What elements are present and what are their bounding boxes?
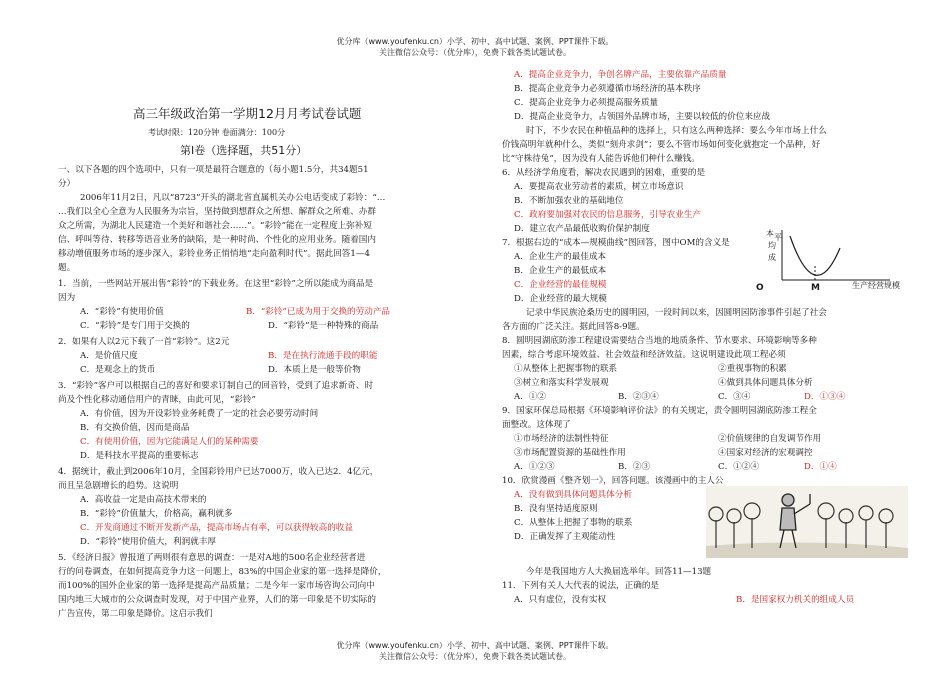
passage-line: 今年是我国地方人大换届选举年。回答11—13题 <box>526 567 712 577</box>
q3-option-a: A．有价值，因为开设彩铃业务耗费了一定的社会必要劳动时间 <box>80 409 319 419</box>
q1-option-b: B．“彩铃”已成为用于交换的劳动产品 <box>246 307 391 317</box>
question-11: 11．下列有关人大代表的说法，正确的是 <box>502 581 660 591</box>
q8-statement-4: ④做到具体问题具体分析 <box>718 378 813 388</box>
q2-option-a: A．是价值尺度 <box>80 351 138 361</box>
q8-option-b: B．②③④ <box>618 392 659 402</box>
cartoon-illustration <box>706 486 908 558</box>
question-9: 9．国家环保总局根据《环境影响评价法》的有关规定，责令圆明园湖底防渗工程全 <box>502 406 817 416</box>
q2-option-d: D．本质上是一般等价物 <box>268 365 361 375</box>
q4-option-a: A．高收益一定是由高技术带来的 <box>80 495 207 505</box>
question-5: 广告宣传，第二印象是降价。这启示我们 <box>58 609 213 619</box>
u-shaped-cost-curve <box>790 236 840 275</box>
question-5: 5．《经济日报》曾报道了两则很有意思的调查：一是对A地的500名企业经营者进 <box>58 553 366 563</box>
passage-line: 题。 <box>58 263 76 273</box>
question-4: 而且呈急剧增长的趋势。这说明 <box>58 481 179 491</box>
q6-option-d: D．建立农产品最低收购价保护制度 <box>514 224 650 234</box>
q8-statement-1: ①从整体上把握事物的联系 <box>514 364 618 374</box>
question-8: 8．圆明园湖底防渗工程建设需要结合当地的地质条件、节水要求、环境影响等多种 <box>502 336 817 346</box>
instruction-line: 一、以下各题的四个选项中，只有一项是最符合题意的（每小题1.5分，共34题51 <box>58 165 369 175</box>
page-header <box>0 36 950 58</box>
instruction-line: 分） <box>58 179 76 189</box>
q8-statement-2: ②重视事物的积累 <box>718 364 787 374</box>
q8-statement-3: ③树立和落实科学发展观 <box>514 378 609 388</box>
passage-line: 2006年11月2日，凡以“8723”开头的湖北省直属机关办公电话变成了彩铃：“… <box>80 193 386 203</box>
q5-option-b: B．提高企业竞争力必须遵循市场经济的基本秩序 <box>514 84 701 94</box>
passage-line: 众之所需，为湖北人民建造一个美好和谐社会……”。“彩铃”能在一定程度上弥补短 <box>58 221 372 231</box>
passage-line: 价钱高明年就种什么，类似“刻舟求剑”；要么不管市场如何变化就抱定一个品种，好 <box>502 140 821 150</box>
q9-option-a: A．①②③ <box>514 462 555 472</box>
q6-option-c: C．政府要加强对农民的信息服务，引导农业生产 <box>514 210 702 220</box>
q4-option-d: D．“彩铃”使用价值大，利润就丰厚 <box>80 537 216 547</box>
question-2: 2．如果有人以2元下载了一首“彩铃”。这2元 <box>58 337 230 347</box>
q7-option-c: C．企业经营的最佳规模 <box>514 280 607 290</box>
q3-option-d: D．是科技水平提高的重要标志 <box>80 451 199 461</box>
question-10: 10．欣赏漫画《整齐划一》，回答问题。该漫画中的主人公 <box>502 476 724 486</box>
question-8: 因素，综合考虑环境效益、社会效益和经济效益。这说明建设此项工程必须 <box>502 350 786 360</box>
passage-line: …我们以全心全意为人民服务为宗旨，坚持做到想群众之所想、解群众之所难、办群 <box>58 207 376 217</box>
passage-line: 记录中华民族沧桑历史的圆明园，一段时间以来，因圆明园防渗事件引起了社会 <box>526 308 827 318</box>
q11-option-a: A．只有虚位，没有实权 <box>514 595 607 605</box>
footer-line-2: 关注微信公众号：（优分库），免费下载各类试题试卷。 <box>379 652 571 661</box>
q9-statement-1: ①市场经济的法制性特征 <box>514 434 609 444</box>
y-axis-label-char: 成 <box>768 253 776 262</box>
q3-option-b: B．有交换价值，因而是商品 <box>80 423 190 433</box>
q1-option-a: A．“彩铃”有使用价值 <box>80 307 164 317</box>
m-point-label: M <box>811 283 820 293</box>
header-line-2: 关注微信公众号：（优分库），免费下载各类试题试卷。 <box>379 48 571 57</box>
q2-option-b: B．是在执行流通手段的职能 <box>268 351 378 361</box>
question-1: 1．当前，一些网站开展出售“彩铃”的下载业务。在这里“彩铃”之所以能成为商品是 <box>58 279 374 289</box>
q8-option-d: D．①③④ <box>804 392 846 402</box>
passage-line: 信、呼叫等待、转移等语音业务的缺陷，是一种时尚、个性化的应用业务。随着国内 <box>58 235 376 245</box>
q7-option-d: D．企业经营的最大规模 <box>514 294 607 304</box>
q9-option-b: B．②③ <box>618 462 651 472</box>
q6-option-a: A．要提高农业劳动者的素质，树立市场意识 <box>514 182 684 192</box>
q3-option-c: C．有使用价值，因为它能满足人们的某种需要 <box>80 437 259 447</box>
question-5: 而100%的国外企业家的第一选择是提高产品质量；二是今年一家市场咨询公司向中 <box>58 581 375 591</box>
question-5: 行的问卷调查，在如何提高竞争力这一问题上，83%的中国企业家的第一选择是降价， <box>58 567 387 577</box>
x-axis-label: 生产经营规模 <box>852 281 900 290</box>
passage-line: 时下，不少农民在种植品种的选择上，只有这么两种选择：要么今年市场上什么 <box>526 126 827 136</box>
question-3: 尚及个性化移动通信用户的青睐，由此可见，“彩铃” <box>58 395 256 405</box>
q10-option-d: D．正确发挥了主观能动性 <box>514 532 616 542</box>
q1-option-c: C．“彩铃”是专门用于交换的 <box>80 321 190 331</box>
header-line-1: 优分库（www.youfenku.cn）小学、初中、高中试题、案例、PPT课件下载。 <box>336 37 614 46</box>
q8-option-a: A．①② <box>514 392 546 402</box>
exam-meta: 考试时限：120分钟 卷面满分：100分 <box>148 128 286 137</box>
question-5: 国内地三大城市的公众调查时发现，对于中国产业界，人们的第一印象是不切实际的 <box>58 595 376 605</box>
question-7: 7．根据右边的“成本—规模曲线”图回答，图中OM的含义是 <box>502 238 730 248</box>
page-footer <box>0 640 950 662</box>
exam-title: 高三年级政治第一学期12月月考试卷试题 <box>133 106 362 121</box>
y-axis-label <box>766 228 782 262</box>
q7-option-b: B．企业生产的最低成本 <box>514 266 607 276</box>
passage-line: 各方面的广泛关注。据此回答8-9题。 <box>502 322 645 332</box>
q1-option-d: D．“彩铃”是一种特殊的商品 <box>268 321 379 331</box>
cost-scale-curve-figure <box>756 228 920 298</box>
passage-line: 比“守株待兔”，因为没有人能告诉他们种什么赚钱。 <box>502 154 700 164</box>
section-title: 第Ⅰ卷（选择题，共51分） <box>180 144 308 157</box>
q4-option-b: B．“彩铃”价值量大，价格高，赢利就多 <box>80 509 233 519</box>
q11-option-b: B．是国家权力机关的组成人员 <box>736 595 855 605</box>
q9-statement-4: ④国家对经济的宏观调控 <box>718 448 813 458</box>
question-3: 3．“彩铃”客户可以根据自己的喜好和要求订制自己的回音铃，受到了追求新奇、时 <box>58 381 374 391</box>
q7-option-a: A．企业生产的最佳成本 <box>514 252 607 262</box>
question-9: 面整改。这体现了 <box>502 420 571 430</box>
passage-line: 移动增值服务市场的逐步深入，彩铃业务正悄悄地“走向盈利时代”。据此回答1—4 <box>58 249 370 259</box>
question-4: 4．据统计，截止到2006年10月，全国彩铃用户已达7000万，收入已达2．4亿元， <box>58 467 379 477</box>
q9-option-c: C．①②④ <box>718 462 759 472</box>
q5-option-c: C．提高企业竞争力必须提高服务质量 <box>514 98 659 108</box>
q6-option-b: B．不断加强农业的基础地位 <box>514 196 624 206</box>
q5-option-d: D．提高企业竞争力，占领国外品牌市场，主要以较低的价位来应战 <box>514 112 771 122</box>
q10-option-b: B．没有坚持适度原则 <box>514 504 598 514</box>
question-6: 6．从经济学角度看，解决农民遇到的困难，重要的是 <box>502 168 706 178</box>
q2-option-c: C．是观念上的货币 <box>80 365 156 375</box>
y-axis-label-char: 本 <box>766 229 774 238</box>
question-1: 因为 <box>58 293 76 303</box>
y-axis-label-char: 均 <box>768 241 776 250</box>
q4-option-c: C．开发商通过不断开发新产品，提高市场占有率，可以获得较高的收益 <box>80 523 353 533</box>
q9-statement-3: ③市场配置资源的基础性作用 <box>514 448 626 458</box>
q5-option-a: A．提高企业竞争力，争创名牌产品，主要依靠产品质量 <box>514 70 727 80</box>
q9-statement-2: ②价值规律的自发调节作用 <box>718 434 822 444</box>
footer-line-1: 优分库（www.youfenku.cn）小学、初中、高中试题、案例、PPT课件下载。 <box>336 641 614 650</box>
y-axis-label-char: 平 <box>774 233 782 242</box>
q9-option-d: D．①④ <box>804 462 837 472</box>
q10-option-a: A．没有做到具体问题具体分析 <box>514 490 632 500</box>
q8-option-c: C．③④ <box>718 392 751 402</box>
origin-label: O <box>756 283 764 293</box>
q10-option-c: C．从整体上把握了事物的联系 <box>514 518 633 528</box>
